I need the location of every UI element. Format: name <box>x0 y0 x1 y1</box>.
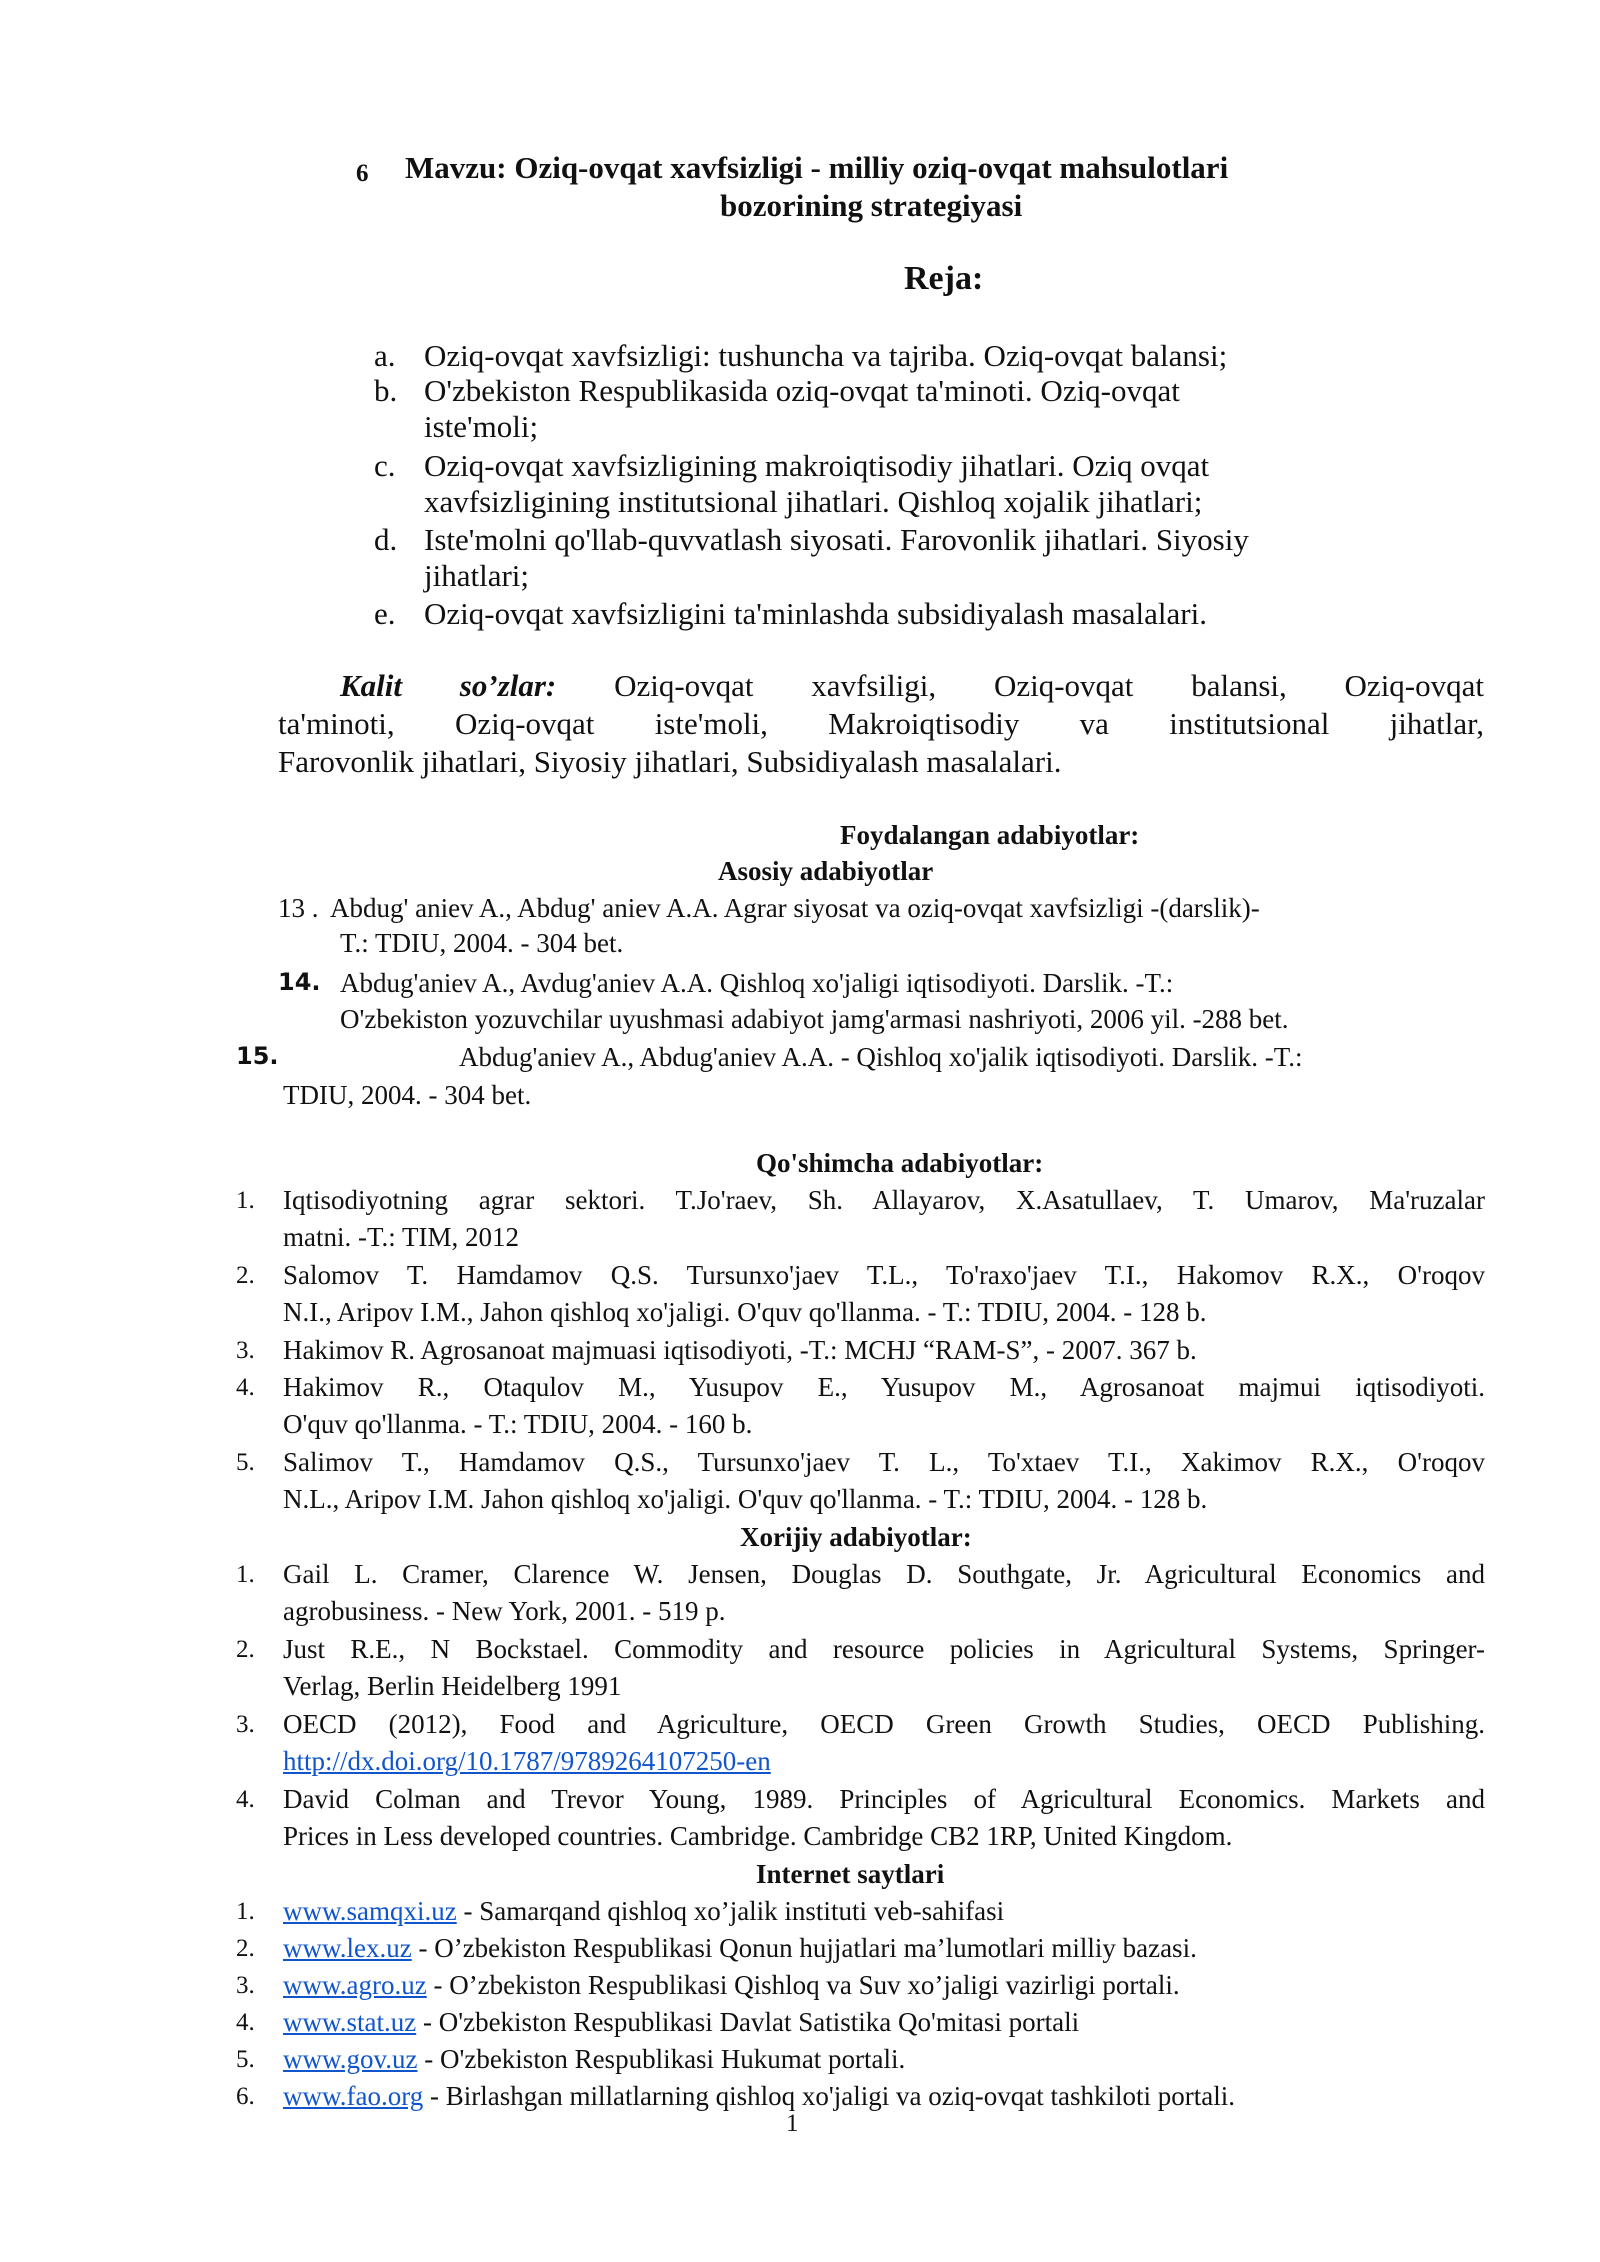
foreign-item-4-line2: Prices in Less developed countries. Cambridge. Cambridge CB2 1RP, United Kingdom. <box>283 1821 1233 1851</box>
additional-item-4-line1: Hakimov R., Otaqulov M., Yusupov E., Yusupov M., Agrosanoat majmui iqtisodiyoti. <box>283 1372 1485 1402</box>
internet-item-5-num: 5. <box>236 2046 255 2073</box>
internet-item-3-text: - O’zbekiston Respublikasi Qishloq va Suv xo’jaligi vazirligi portali. <box>426 1970 1180 2000</box>
main-item-13-num: 13 . <box>278 893 319 923</box>
plan-heading: Reja: <box>904 260 984 297</box>
fao-link[interactable]: www.fao.org <box>283 2081 424 2111</box>
plan-item-b-line2: iste'moli; <box>424 409 539 444</box>
foreign-item-3-line1: OECD (2012), Food and Agriculture, OECD Green Growth Studies, OECD Publishing. <box>283 1709 1485 1739</box>
foreign-item-2-line1: Just R.E., N Bockstael. Commodity and resource policies in Agricultural Systems, Springer- <box>283 1634 1485 1664</box>
internet-item-5-text: - O'zbekiston Respublikasi Hukumat portali. <box>417 2044 906 2074</box>
page-number: 1 <box>786 2110 799 2137</box>
internet-item-3-num: 3. <box>236 1972 255 1999</box>
keywords-line3: Farovonlik jihatlari, Siyosiy jihatlari, Subsidiyalash masalalari. <box>278 744 1062 779</box>
stat-link[interactable]: www.stat.uz <box>283 2007 417 2037</box>
page-title-line2: bozorining strategiyasi <box>720 188 1023 223</box>
internet-item-2-num: 2. <box>236 1935 255 1962</box>
plan-item-d-line1: Iste'molni qo'llab-quvvatlash siyosati. Farovonlik jihatlari. Siyosiy <box>424 522 1249 557</box>
additional-item-2-line1: Salomov T. Hamdamov Q.S. Tursunxo'jaev T.L., To'raxo'jaev T.I., Hakomov R.X., O'roqov <box>283 1260 1485 1290</box>
plan-item-e: Oziq-ovqat xavfsizligini ta'minlashda subsidiyalash masalalari. <box>424 596 1207 631</box>
plan-marker-b: b. <box>374 373 398 408</box>
foreign-item-4-num: 4. <box>236 1786 255 1813</box>
samqxi-link[interactable]: www.samqxi.uz <box>283 1896 457 1926</box>
additional-item-1-line2: matni. -T.: TIM, 2012 <box>283 1222 519 1252</box>
internet-item-3 <box>283 1970 1180 2001</box>
additional-item-5-line2: N.L., Aripov I.M. Jahon qishloq xo'jaligi. O'quv qo'llanma. - T.: TDIU, 2004. - 128 b. <box>283 1484 1208 1514</box>
foreign-item-3-line2 <box>283 1746 771 1777</box>
additional-item-4-num: 4. <box>236 1374 255 1401</box>
internet-item-1 <box>283 1896 1004 1927</box>
internet-item-6 <box>283 2081 1235 2112</box>
plan-marker-d: d. <box>374 522 398 557</box>
keywords-line2: ta'minoti, Oziq-ovqat iste'moli, Makroiqtisodiy va institutsional jihatlar, <box>278 706 1484 741</box>
additional-item-1-line1: Iqtisodiyotning agrar sektori. T.Jo'raev, Sh. Allayarov, X.Asatullaev, T. Umarov, Ma'ruzalar <box>283 1185 1485 1215</box>
doi-link[interactable]: http://dx.doi.org/10.1787/9789264107250-en <box>283 1746 771 1776</box>
internet-item-4-num: 4. <box>236 2009 255 2036</box>
agro-link[interactable]: www.agro.uz <box>283 1970 427 2000</box>
foreign-item-3-num: 3. <box>236 1711 255 1738</box>
foreign-item-1-num: 1. <box>236 1561 255 1588</box>
keywords-label: Kalit so’zlar: <box>340 668 557 703</box>
internet-item-6-num: 6. <box>236 2083 255 2110</box>
additional-item-2-line2: N.I., Aripov I.M., Jahon qishloq xo'jaligi. O'quv qo'llanma. - T.: TDIU, 2004. - 128 b. <box>283 1297 1207 1327</box>
additional-item-2-num: 2. <box>236 1262 255 1289</box>
page-title-line1: Mavzu: Oziq-ovqat xavfsizligi - milliy oziq-ovqat mahsulotlari <box>405 150 1229 185</box>
main-literature-heading: Asosiy adabiyotlar <box>718 856 934 886</box>
foreign-literature-heading: Xorijiy adabiyotlar: <box>740 1522 972 1552</box>
internet-item-2 <box>283 1933 1197 1964</box>
foreign-item-1-line2: agrobusiness. - New York, 2001. - 519 p. <box>283 1596 726 1626</box>
foreign-item-2-line2: Verlag, Berlin Heidelberg 1991 <box>283 1671 622 1701</box>
keywords-text: Oziq-ovqat xavfsiligi, Oziq-ovqat balansi, Oziq-ovqat <box>614 668 1484 703</box>
main-item-15-num: 15. <box>236 1042 279 1070</box>
additional-item-5-num: 5. <box>236 1449 255 1476</box>
plan-marker-e: e. <box>374 596 396 631</box>
topic-number: 6 <box>356 160 369 187</box>
additional-item-3-line1: Hakimov R. Agrosanoat majmuasi iqtisodiyoti, -T.: MCHJ “RAM-S”, - 2007. 367 b. <box>283 1335 1197 1365</box>
internet-item-2-text: - O’zbekiston Respublikasi Qonun hujjatlari ma’lumotlari milliy bazasi. <box>411 1933 1197 1963</box>
plan-item-b-line1: O'zbekiston Respublikasida oziq-ovqat ta'minoti. Oziq-ovqat <box>424 373 1180 408</box>
plan-marker-c: c. <box>374 448 396 483</box>
lex-link[interactable]: www.lex.uz <box>283 1933 412 1963</box>
internet-item-1-text: - Samarqand qishloq xo’jalik instituti veb-sahifasi <box>456 1896 1005 1926</box>
literature-heading: Foydalangan adabiyotlar: <box>840 820 1140 850</box>
additional-item-3-num: 3. <box>236 1337 255 1364</box>
main-item-14-num: 14. <box>278 968 321 996</box>
internet-item-4 <box>283 2007 1079 2038</box>
internet-item-6-text: - Birlashgan millatlarning qishloq xo'jaligi va oziq-ovqat tashkiloti portali. <box>423 2081 1235 2111</box>
foreign-item-2-num: 2. <box>236 1636 255 1663</box>
plan-item-a: Oziq-ovqat xavfsizligi: tushuncha va tajriba. Oziq-ovqat balansi; <box>424 338 1228 373</box>
foreign-item-1-line1: Gail L. Cramer, Clarence W. Jensen, Douglas D. Southgate, Jr. Agricultural Economics and <box>283 1559 1485 1589</box>
plan-item-d-line2: jihatlari; <box>424 558 530 593</box>
main-item-15-line1: Abdug'aniev A., Abdug'aniev A.A. - Qishloq xo'jalik iqtisodiyoti. Darslik. -T.: <box>459 1042 1303 1072</box>
gov-link[interactable]: www.gov.uz <box>283 2044 418 2074</box>
plan-item-c-line1: Oziq-ovqat xavfsizligining makroiqtisodiy jihatlari. Oziq ovqat <box>424 448 1210 483</box>
main-item-14-line1: Abdug'aniev A., Avdug'aniev A.A. Qishloq xo'jaligi iqtisodiyoti. Darslik. -T.: <box>340 968 1174 998</box>
main-item-14-line2: O'zbekiston yozuvchilar uyushmasi adabiyot jamg'armasi nashriyoti, 2006 yil. -288 bet. <box>340 1004 1289 1034</box>
additional-literature-heading: Qo'shimcha adabiyotlar: <box>756 1148 1044 1178</box>
main-item-13-line1: Abdug' aniev A., Abdug' aniev A.A. Agrar siyosat va oziq-ovqat xavfsizligi -(darslik)- <box>330 893 1260 923</box>
internet-item-1-num: 1. <box>236 1898 255 1925</box>
main-item-15-line2: TDIU, 2004. - 304 bet. <box>283 1080 532 1110</box>
additional-item-4-line2: O'quv qo'llanma. - T.: TDIU, 2004. - 160 b. <box>283 1409 753 1439</box>
plan-marker-a: a. <box>374 338 396 373</box>
internet-item-4-text: - O'zbekiston Respublikasi Davlat Satistika Qo'mitasi portali <box>416 2007 1080 2037</box>
additional-item-1-num: 1. <box>236 1187 255 1214</box>
additional-item-5-line1: Salimov T., Hamdamov Q.S., Tursunxo'jaev T. L., To'xtaev T.I., Xakimov R.X., O'roqov <box>283 1447 1485 1477</box>
internet-sites-heading: Internet saytlari <box>756 1859 945 1889</box>
foreign-item-4-line1: David Colman and Trevor Young, 1989. Principles of Agricultural Economics. Markets and <box>283 1784 1485 1814</box>
keywords-line1 <box>340 668 1484 704</box>
plan-item-c-line2: xavfsizligining institutsional jihatlari. Qishloq xojalik jihatlari; <box>424 484 1203 519</box>
internet-item-5 <box>283 2044 905 2075</box>
main-item-13-line2: T.: TDIU, 2004. - 304 bet. <box>340 928 624 958</box>
